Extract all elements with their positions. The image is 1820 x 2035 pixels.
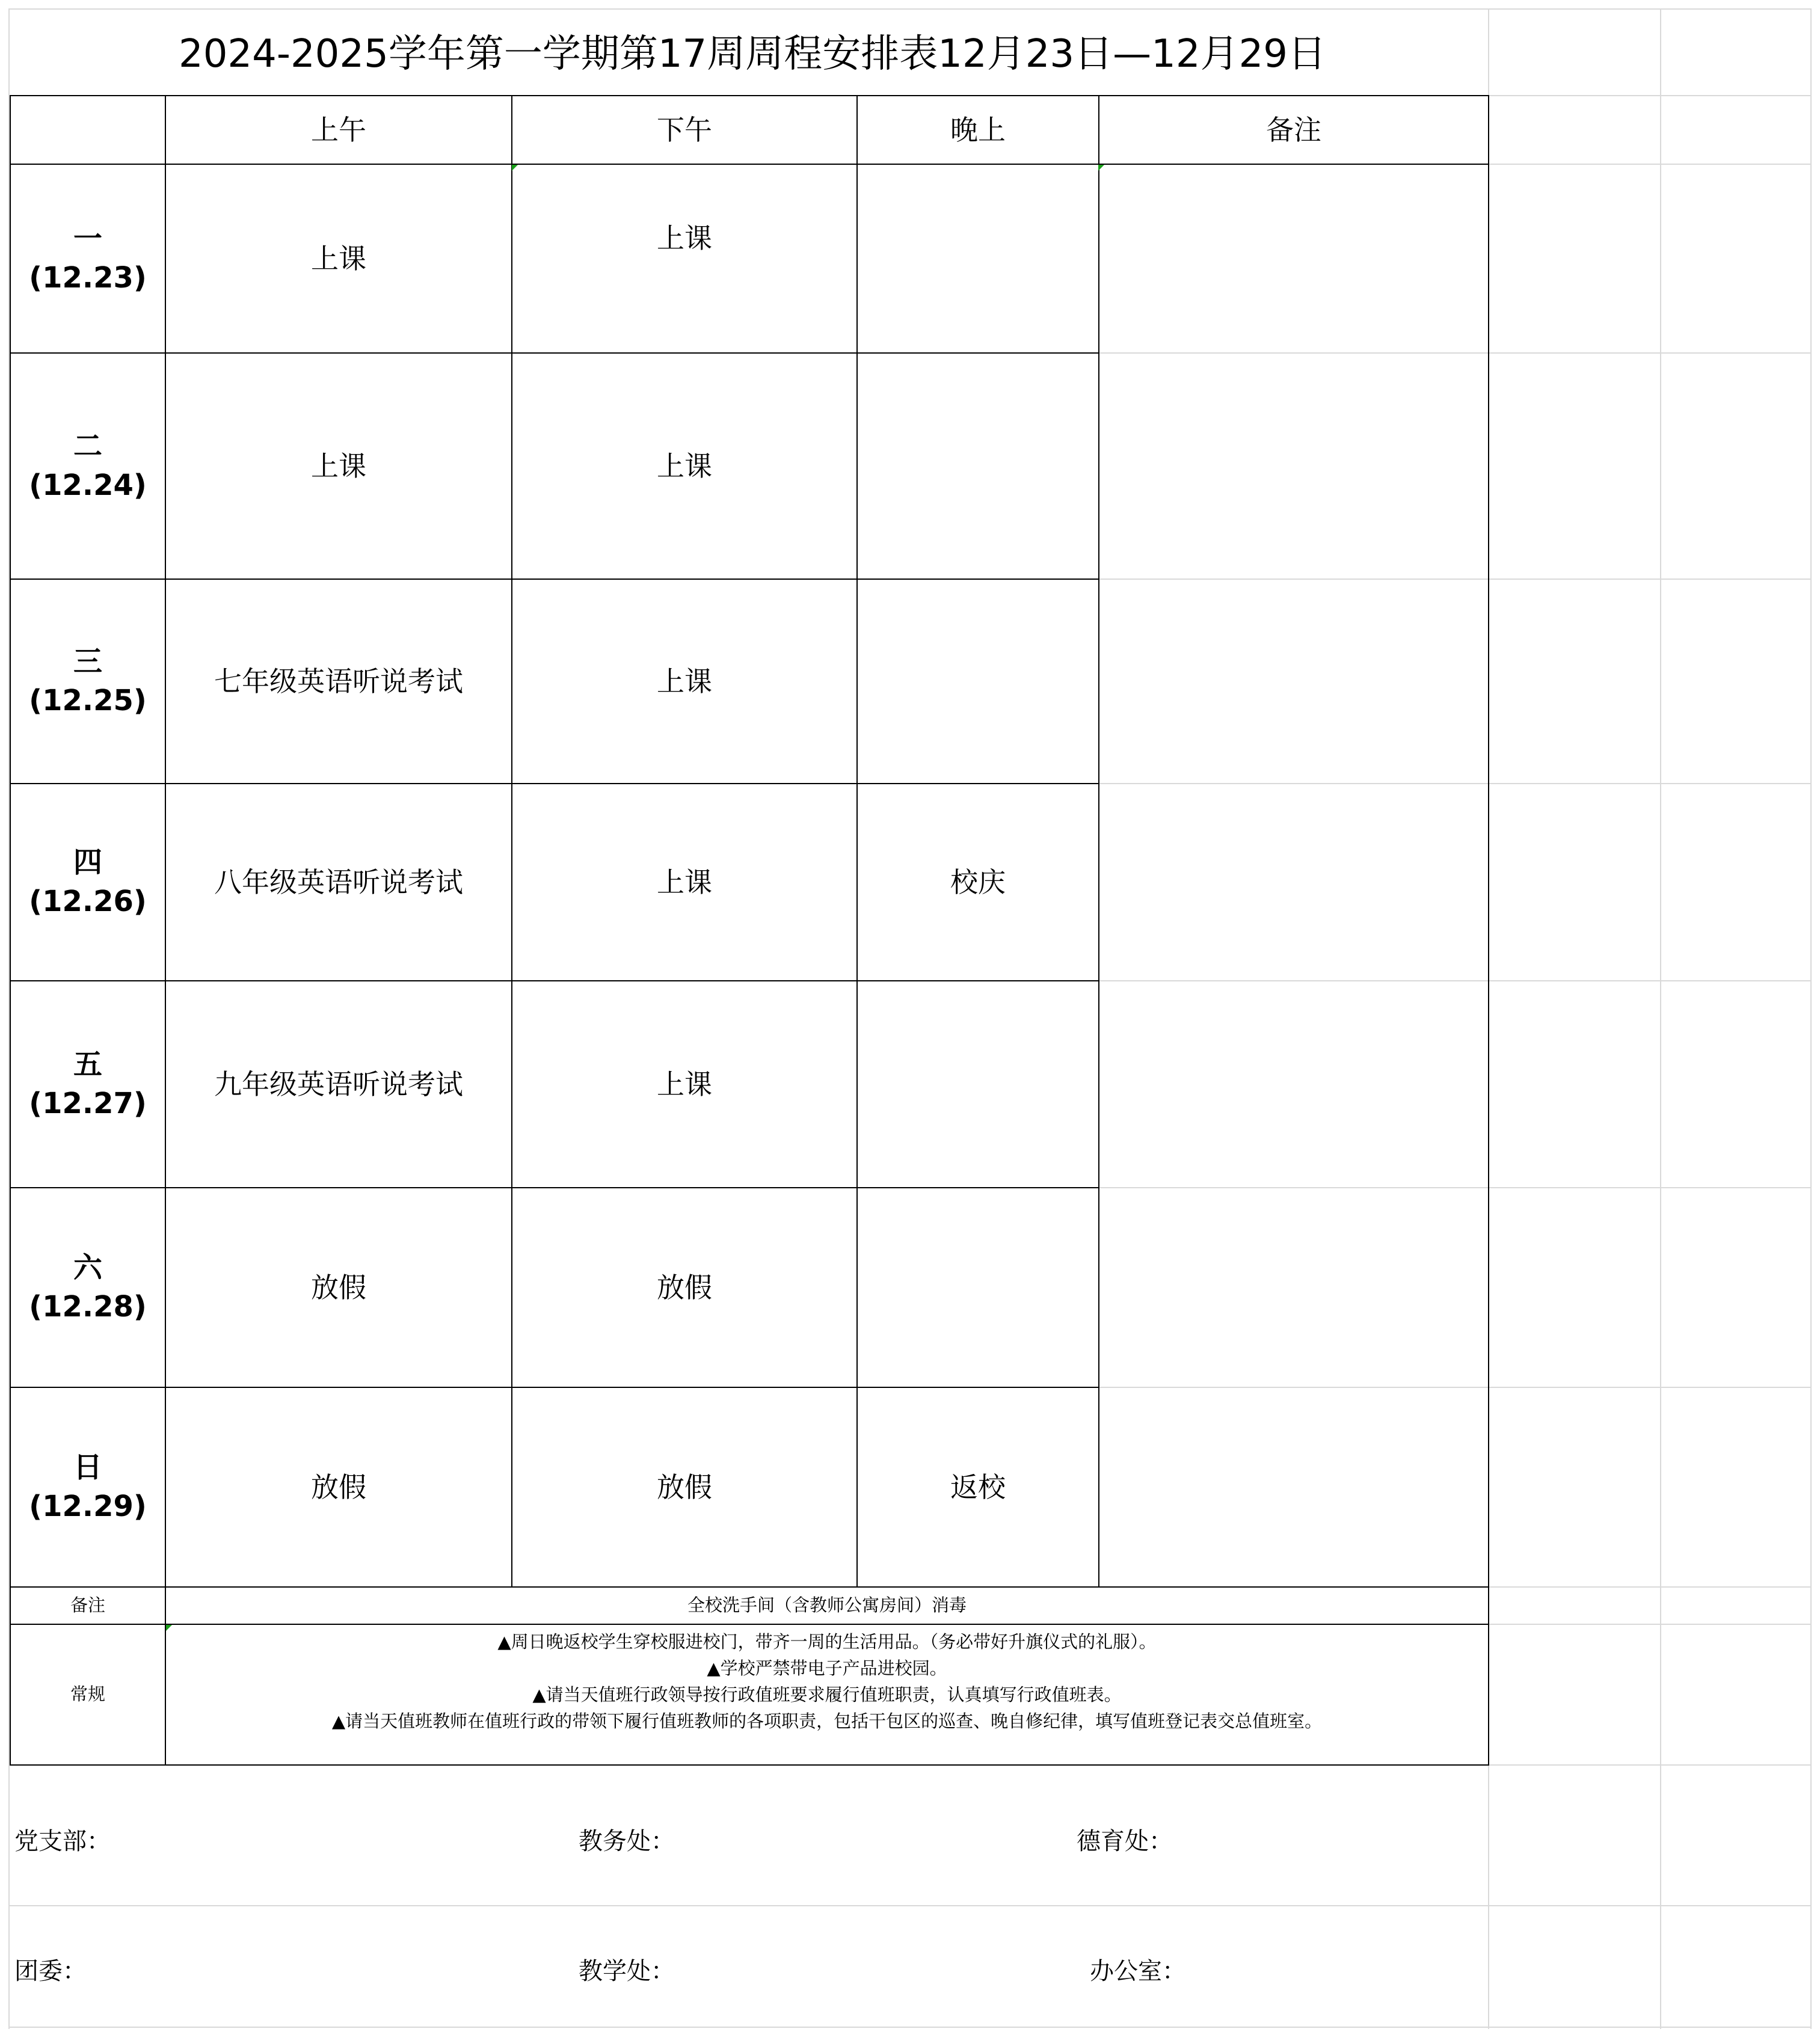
table-row — [10, 164, 1489, 353]
header-afternoon: 下午 — [512, 96, 857, 164]
routine-rule: ▲周日晚返校学生穿校服进校门，带齐一周的生活用品。（务必带好升旗仪式的礼服）。 — [497, 1631, 1157, 1652]
morning-cell: 九年级英语听说考试 — [165, 981, 512, 1188]
day-name: 四 — [73, 846, 102, 880]
signature-moral-education: 德育处： — [1077, 1828, 1173, 1855]
grid-line — [1810, 8, 1812, 2029]
afternoon-cell: 放假 — [512, 1387, 857, 1587]
page-title: 2024-2025学年第一学期第17周周程安排表12月23日—12月29日 — [178, 32, 1327, 76]
morning-cell: 上课 — [165, 164, 512, 353]
evening-cell: 校庆 — [857, 784, 1099, 981]
day-cell — [10, 353, 165, 579]
day-date: (12.29) — [29, 1490, 147, 1523]
signature-teaching-office: 教学处： — [579, 1957, 675, 1985]
morning-cell: 七年级英语听说考试 — [165, 579, 512, 784]
day-name: 日 — [73, 1450, 102, 1485]
signature-general-office: 办公室： — [1090, 1957, 1186, 1985]
day-cell — [10, 1387, 165, 1587]
routine-row — [10, 1624, 1489, 1765]
grid-line — [8, 8, 1812, 10]
evening-cell — [857, 353, 1099, 579]
afternoon-cell: 上课 — [512, 981, 857, 1188]
header-row — [10, 96, 1489, 164]
day-name: 六 — [73, 1251, 102, 1285]
day-date: (12.27) — [29, 1087, 147, 1120]
day-cell — [10, 1188, 165, 1387]
signature-youth-league: 团委： — [14, 1957, 87, 1985]
evening-cell — [857, 164, 1099, 353]
morning-cell: 八年级英语听说考试 — [165, 784, 512, 981]
afternoon-cell: 上课 — [512, 164, 857, 353]
day-date: (12.26) — [29, 885, 147, 918]
morning-cell: 放假 — [165, 1387, 512, 1587]
afternoon-cell: 上课 — [512, 784, 857, 981]
day-cell — [10, 784, 165, 981]
evening-cell — [857, 1188, 1099, 1387]
grid-line — [8, 1905, 1812, 1906]
day-date: (12.23) — [29, 261, 147, 295]
remarks-row — [10, 1587, 1489, 1624]
routine-rules — [165, 1624, 1489, 1765]
grid-line — [8, 2027, 1812, 2028]
morning-cell: 放假 — [165, 1188, 512, 1387]
morning-cell: 上课 — [165, 353, 512, 579]
day-date: (12.24) — [29, 468, 147, 502]
comment-marker-icon — [166, 1625, 172, 1631]
day-name: 一 — [73, 222, 102, 256]
afternoon-cell: 上课 — [512, 353, 857, 579]
day-date: (12.28) — [29, 1290, 147, 1324]
remarks-label: 备注 — [10, 1587, 165, 1624]
day-name: 三 — [73, 645, 102, 679]
signature-academic-affairs: 教务处： — [579, 1828, 675, 1855]
day-date: (12.25) — [29, 684, 147, 717]
evening-cell: 返校 — [857, 1387, 1099, 1587]
schedule-table — [10, 95, 1489, 1766]
routine-rule: ▲请当天值班教师在值班行政的带领下履行值班教师的各项职责，包括干包区的巡查、晚自修纪律，填写值班登记表交总值班室。 — [331, 1711, 1323, 1731]
header-evening: 晚上 — [857, 96, 1099, 164]
remarks-text: 全校洗手间（含教师公寓房间）消毒 — [165, 1587, 1489, 1624]
header-morning: 上午 — [165, 96, 512, 164]
header-blank — [10, 96, 165, 164]
notes-cell — [1099, 164, 1489, 1587]
afternoon-cell: 放假 — [512, 1188, 857, 1387]
signature-party-branch: 党支部： — [14, 1828, 111, 1855]
comment-marker-icon — [1098, 165, 1104, 171]
day-cell — [10, 579, 165, 784]
evening-cell — [857, 579, 1099, 784]
day-name: 五 — [73, 1048, 102, 1082]
comment-marker-icon — [512, 165, 518, 171]
evening-cell — [857, 981, 1099, 1188]
day-cell — [10, 164, 165, 353]
routine-rule: ▲学校严禁带电子产品进校园。 — [707, 1658, 947, 1678]
routine-label: 常规 — [10, 1624, 165, 1765]
header-notes: 备注 — [1099, 96, 1489, 164]
afternoon-cell: 上课 — [512, 579, 857, 784]
day-name: 二 — [73, 429, 102, 464]
routine-rule: ▲请当天值班行政领导按行政值班要求履行值班职责，认真填写行政值班表。 — [532, 1684, 1122, 1705]
grid-line — [1660, 8, 1661, 2029]
day-cell — [10, 981, 165, 1188]
